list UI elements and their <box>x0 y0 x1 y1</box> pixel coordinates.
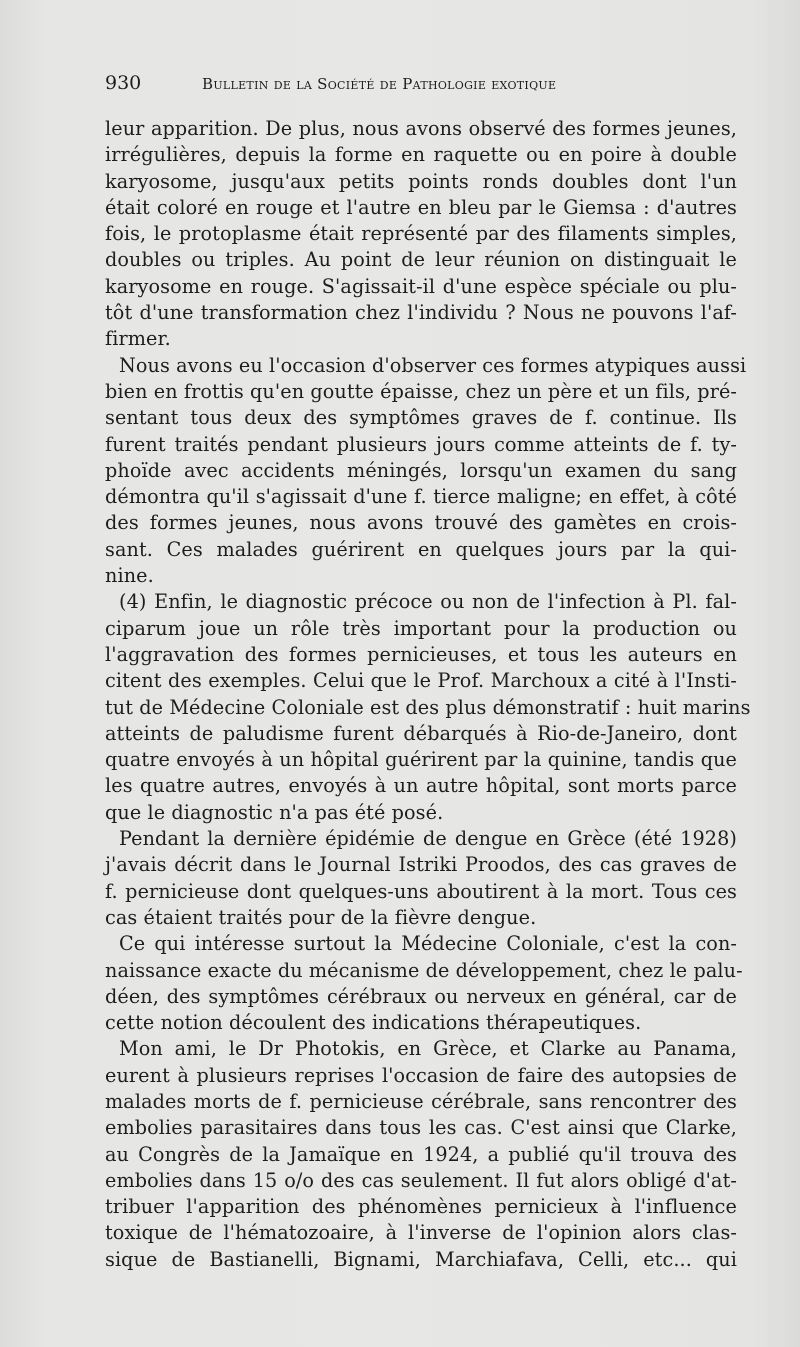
page-number: 930 <box>105 72 142 94</box>
text-line: tut de Médecine Coloniale est des plus démonstratif : huit marins <box>105 695 751 719</box>
text-line: sique de Bastianelli, Bignami, Marchiafava, Celli, etc... qui <box>105 1247 737 1271</box>
text-line: f. pernicieuse dont quelques-uns aboutirent à la mort. Tous ces <box>105 879 737 903</box>
text-line: sentant tous deux des symptômes graves de f. continue. Ils <box>105 406 737 430</box>
text-line: Nous avons eu l'occasion d'observer ces formes atypiques aussi <box>119 353 747 377</box>
text-line: fois, le protoplasme était représenté par des filaments simples, <box>105 222 737 246</box>
text-line: bien en frottis qu'en goutte épaisse, chez un père et un fils, pré- <box>105 379 737 403</box>
text-line: ciparum joue un rôle très important pour la production ou <box>105 616 737 640</box>
text-line: démontra qu'il s'agissait d'une f. tierce maligne; en effet, à côté <box>105 485 737 509</box>
text-line: des formes jeunes, nous avons trouvé des gamètes en crois- <box>105 511 737 535</box>
text-line: eurent à plusieurs reprises l'occasion de faire des autopsies de <box>105 1063 737 1087</box>
running-head: Bulletin de la Société de Pathologie exotique <box>202 75 557 93</box>
text-line: leur apparition. De plus, nous avons observé des formes jeunes, <box>105 117 737 140</box>
text-line: j'avais décrit dans le Journal Istriki Proodos, des cas graves de <box>105 853 737 877</box>
text-line: malades morts de f. pernicieuse cérébrale, sans rencontrer des <box>105 1089 737 1113</box>
text-line: que le diagnostic n'a pas été posé. <box>105 800 444 824</box>
text-line: tribuer l'apparition des phénomènes pernicieux à l'influence <box>105 1195 737 1219</box>
text-line: les quatre autres, envoyés à un autre hôpital, sont morts parce <box>105 774 737 798</box>
text-line: cette notion découlent des indications thérapeutiques. <box>105 1011 642 1035</box>
text-line: embolies parasitaires dans tous les cas. C'est ainsi que Clarke, <box>105 1116 737 1140</box>
body-text <box>105 116 751 1273</box>
text-line: l'aggravation des formes pernicieuses, et tous les auteurs en <box>105 642 737 666</box>
text-line: Ce qui intéresse surtout la Médecine Coloniale, c'est la con- <box>119 932 737 956</box>
text-line: atteints de paludisme furent débarqués à Rio-de-Janeiro, dont <box>105 721 737 745</box>
text-line: naissance exacte du mécanisme de développement, chez le palu- <box>105 958 743 982</box>
text-line: phoïde avec accidents méningés, lorsqu'un examen du sang <box>105 458 737 482</box>
text-line: firmer. <box>105 327 171 351</box>
text-line: déen, des symptômes cérébraux ou nerveux en général, car de <box>105 984 737 1008</box>
text-line: karyosome, jusqu'aux petits points ronds doubles dont l'un <box>105 169 737 193</box>
text-line: furent traités pendant plusieurs jours comme atteints de f. ty- <box>105 432 737 456</box>
text-line: citent des exemples. Celui que le Prof. Marchoux a cité à l'Insti- <box>105 669 737 693</box>
text-line: quatre envoyés à un hôpital guérirent par la quinine, tandis que <box>105 748 737 772</box>
text-line: était coloré en rouge et l'autre en bleu par le Giemsa : d'autres <box>105 195 737 219</box>
text-line: nine. <box>105 564 154 588</box>
text-line: doubles ou triples. Au point de leur réunion on distinguait le <box>105 248 737 272</box>
text-line: (4) Enfin, le diagnostic précoce ou non de l'infection à Pl. fal- <box>119 590 737 614</box>
text-line: Mon ami, le Dr Photokis, en Grèce, et Clarke au Panama, <box>119 1037 737 1061</box>
text-line: toxique de l'hématozoaire, à l'inverse de l'opinion alors clas- <box>105 1221 737 1245</box>
text-line: cas étaient traités pour de la fièvre dengue. <box>105 905 537 929</box>
text-line: au Congrès de la Jamaïque en 1924, a publié qu'il trouva des <box>105 1142 737 1166</box>
page-header <box>105 72 740 102</box>
text-line: tôt d'une transformation chez l'individu ? Nous ne pouvons l'af- <box>105 301 737 325</box>
text-line: embolies dans 15 o/o des cas seulement. Il fut alors obligé d'at- <box>105 1168 737 1192</box>
text-line: Pendant la dernière épidémie de dengue en Grèce (été 1928) <box>119 827 737 851</box>
text-line: karyosome en rouge. S'agissait-il d'une espèce spéciale ou plu- <box>105 274 737 298</box>
text-line: sant. Ces malades guérirent en quelques jours par la qui- <box>105 537 737 561</box>
text-line: irrégulières, depuis la forme en raquette ou en poire à double <box>105 143 737 167</box>
